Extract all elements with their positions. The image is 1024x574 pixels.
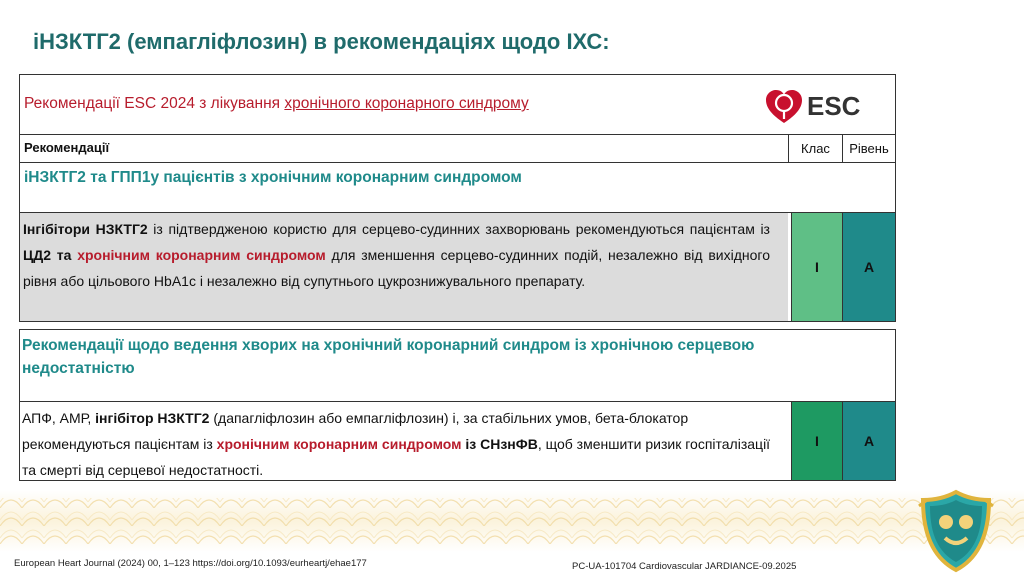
heart-failure-recommendations-table <box>19 329 896 481</box>
document-code: PC-UA-101704 Cardiovascular JARDIANCE-09.2025 <box>572 561 797 572</box>
table-header <box>20 75 895 135</box>
class-cell: I <box>791 402 842 480</box>
level-cell: A <box>842 402 895 480</box>
level-cell: A <box>842 213 895 321</box>
table-header-title: Рекомендації ESC 2024 з лікування хронічного коронарного синдрому <box>24 95 529 112</box>
col-class: Клас <box>788 135 842 163</box>
recommendation-text: Інгібітори НЗКТГ2 із підтвердженою користю для серцево-судинних захворювань рекомендуються пацієнтам із ЦД2 та хронічним коронарним синдромом для зменшення серцево-судинних подій, незалежно від вихідного рівня або цільового HbA1c і незалежно від супутнього цукрознижувального препарату. <box>20 213 788 321</box>
recommendation-text: АПФ, АМР, інгібітор НЗКТГ2 (дапагліфлозин або емпагліфлозин) і, за стабільних умов, бета-блокатор рекомендуються пацієнтам із хронічним коронарним синдромом із СНзнФВ, щоб зменшити ризик госпіталізації та смерті від серцевої недостатності. <box>20 402 791 480</box>
table-row <box>20 402 895 480</box>
shield-emblem-icon <box>915 488 997 574</box>
table-row <box>20 213 895 321</box>
class-cell: I <box>791 213 842 321</box>
col-level: Рівень <box>842 135 895 163</box>
section-title: Рекомендації щодо ведення хворих на хронічний коронарний синдром із хронічною серцевою недостатністю <box>22 337 755 377</box>
section-title-row <box>20 163 895 213</box>
slide-title: іНЗКТГ2 (емпагліфлозин) в рекомендаціях щодо ІХС: <box>33 29 610 54</box>
citation: European Heart Journal (2024) 00, 1–123 https://doi.org/10.1093/eurheartj/ehae177 <box>14 558 367 569</box>
section-title-row <box>20 330 895 402</box>
column-headers <box>20 135 895 163</box>
esc-logo <box>762 83 872 131</box>
decorative-band <box>0 490 1024 552</box>
section-title: іНЗКТГ2 та ГПП1у пацієнтів з хронічним коронарним синдромом <box>24 169 522 186</box>
col-recommendations: Рекомендації <box>24 140 110 155</box>
svg-text:ESC: ESC <box>807 91 861 121</box>
esc-heart-icon <box>766 90 802 123</box>
esc-recommendations-table <box>19 74 896 322</box>
